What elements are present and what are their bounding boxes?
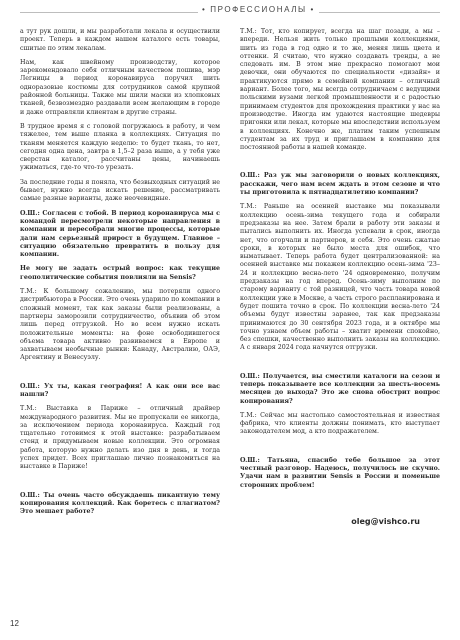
paragraph-gap — [240, 443, 440, 457]
interview-question: O.Ш.: Получается, вы сместили каталоги на сезон и теперь показываете все коллекции за шесть-восемь месяцев до выхода? Это же снова обострит вопрос копирования? — [240, 372, 440, 405]
interview-answer: Нам, как швейному производству, которое зарекомендовало себя отличным качеством пошива, мэр Легницы в период коронавируса поручил шить одноразовые костюмы для сотрудников самой крупной районной больницы. Также мы шили маски из хлопковых тканей, безвозмездно раздавали всем желающим в городе и даже отправляли клиентам в другие страны. — [20, 58, 220, 116]
interview-question: O.Ш.: Ух ты, какая география! А как они все вас нашли? — [20, 382, 220, 398]
interview-question: O.Ш.: Татьяна, спасибо тебе большое за этот честный разговор. Надеюсь, получилось не скучно. Удачи нам в развитии Sensis в России и поменьше сторонних проблем! — [240, 456, 440, 489]
interview-answer: а тут рук дошли, и мы разработали лекала и осуществили проект. Теперь в каждом нашем каталоге есть товары, сшитые по этим лекалам. — [20, 28, 220, 52]
page-number: 12 — [10, 619, 19, 628]
interview-question: Не могу не задать острый вопрос: как текущие геополитические события повлияли на Sensis? — [20, 265, 220, 281]
paragraph-gap — [20, 369, 220, 383]
interview-question: O.Ш.: Раз уж мы заговорили о новых коллекциях, расскажи, чего нам всем ждать в этом сезоне и что ты приготовила к пятнадцатилетию компании? — [240, 172, 440, 197]
section-title: • ПРОФЕССИОНАЛЫ • — [198, 5, 319, 14]
interview-answer: Т.М.: Выставка в Париже – отличный драйвер международного развития. Мы не пропускали ее никогда, за исключением периода коронавируса. Каждый год тщательно готовимся к этой выставке: разрабатываем стенд и придумываем новые коллекции. Это огромная работа, которую нужно делать изо дня в день, и тогда успех придет. Всех приглашаю лично познакомиться на выставке в Париже! — [20, 405, 220, 471]
paragraph-gap — [240, 158, 440, 172]
left-column — [20, 28, 220, 523]
author-email[interactable]: oleg@vishco.ru — [351, 516, 420, 526]
paragraph-gap — [240, 359, 440, 373]
page-header — [0, 0, 460, 26]
interview-answer: Т.М.: Сейчас мы настолько самостоятельная и известная фабрика, что клиенты должны понимать, кто выступает законодателем мод, а кто подражателем. — [240, 411, 440, 436]
interview-answer: Т.М.: Раньше на осенней выставке мы показывали коллекцию осень-зима текущего года и собирали предзаказы на нее. Затем брали в работу эти заказы и пытались выполнить их. Иногда успевали в срок, иногда нет, что огорчали и партнеров, и себя. Это очень сжатые сроки, в которых не было места для ошибок, что выматывает. Теперь работа будет централизованной: на осенней выставке мы покажем коллекцию осень-зима '23–24 и коллекцию весна-лето '24 одновременно, получим предзаказы на год вперед. Осень-зиму выполним по старому варианту с той разницей, что часть товара новой коллекции уже в Москве, а часть строго распланирована и будет пошита точно в срок. По коллекции весна-лето '24 объемы будут известны заранее, так как предзаказы принимаются до 30 сентября 2023 года, и в октябре мы точно узнаем объем работы – хватит времени спокойно, без спешки, качественно выполнить заказы на коллекцию. А с января 2024 года начнутся отгрузки. — [240, 203, 440, 352]
interview-question: O.Ш.: Согласен с тобой. В период коронавируса мы с командой пересмотрели некоторые направления в компании и пересобрали многие процессы, которые дали нам серьезный прирост в будущем. Главное – ситуацию обязательно превратить в пользу для компании. — [20, 209, 220, 259]
interview-answer: Т.М.: К большому сожалению, мы потеряли одного дистрибьютора в России. Это очень ударило по компании в сложный момент, так как заказы были реализованы, а партнеры заморозили сотрудничество, объявив об этом лишь перед отгрузкой. Но во всем нужно искать положительные моменты: на фоне освободившегося объема товара активно развиваемся в Европе и захватываем необычные рынки: Канаду, Австралию, ОАЭ, Аргентину и Венесуэлу. — [20, 288, 220, 362]
right-column — [240, 28, 440, 526]
interview-answer: Т.М.: Тот, кто копирует, всегда на шаг позади, а мы – впереди. Нельзя жить только прошлыми коллекциями, шить из года в год одно и то же, меняя лишь цвета и оттенки. Я считаю, что нужно создавать тренды, а не следовать им. В этом мне прекрасно помогают мои девочки, они обучаются по специальности «дизайн» и практикуются прямо в семейной компании – отличный вариант. Более того, мы всегда сотрудничаем с ведущими польскими вузами легкой промышленности и с радостью принимаем студентов для прохождения практики у нас на производстве. Иногда им удаются настоящие шедевры пригонки или лекал, которые мы впоследствии используем в коллекциях. Конечно же, платим таким успешным студентам за их труд и приглашаем в компанию для постоянной работы в нашей команде. — [240, 28, 440, 152]
interview-answer: За последние годы я поняла, что безвыходных ситуаций не бывает, нужно всегда искать решение, рассматривать самые разные варианты, даже неочевидные. — [20, 178, 220, 203]
interview-question: O.Ш.: Ты очень часто обсуждаешь пикантную тему копирования коллекций. Как боретесь с плагиатом? Это мешает работе? — [20, 491, 220, 516]
interview-answer: В трудное время я с головой погружаюсь в работу, и чем тяжелее, тем выше планка в коллекциях. Ситуация по тканям меняется каждую неделю: то будет ткань, то нет, сегодня одна цена, завтра в 1,5–2 раза выше, а у тебя уже сверстан каталог, рассчитаны цены, начинаешь ужиматься, где-то что-то урезать. — [20, 122, 220, 172]
paragraph-gap — [20, 478, 220, 492]
